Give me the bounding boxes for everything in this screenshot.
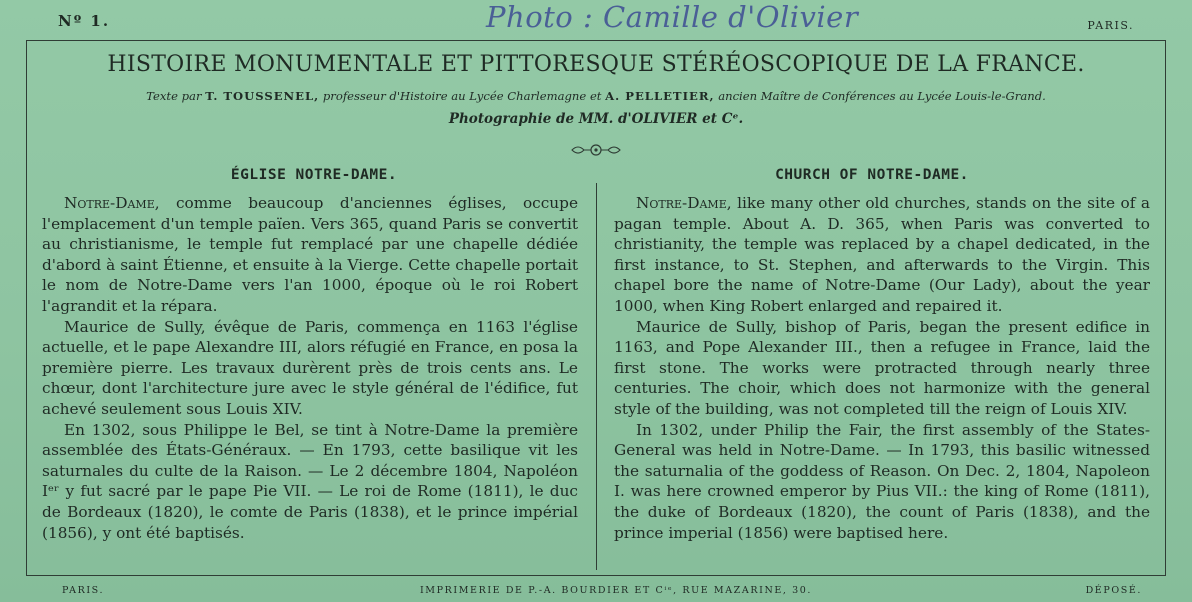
english-column [614, 167, 1150, 543]
author1-role: professeur d'Histoire au Lycée Charlemagne et [322, 89, 602, 103]
french-heading: ÉGLISE NOTRE-DAME. [230, 167, 398, 183]
place-label: PARIS. [1087, 19, 1134, 32]
english-paragraph-2: Maurice de Sully, bishop of Paris, began the present edifice in 1163, and Pope Alexander III., then a refugee in France, laid the first stone. The works were protracted through nearly three centuries. The choir, which does not harmonize with the general style of the building, was not completed till the reign of Louis XIV. [614, 317, 1150, 418]
footer-place: PARIS. [62, 585, 105, 596]
french-paragraph-1 [42, 193, 578, 317]
author-toussenel: T. TOUSSENEL, [205, 89, 320, 103]
credits-line [0, 89, 1192, 103]
french-lead: Notre-Dame [64, 194, 155, 212]
series-title: HISTOIRE MONUMENTALE ET PITTORESQUE STÉRÉOSCOPIQUE DE LA FRANCE. [107, 52, 1085, 77]
card-number: Nº 1. [58, 12, 111, 30]
column-divider [596, 183, 597, 570]
english-paragraph-1 [614, 193, 1150, 317]
french-paragraph-3: En 1302, sous Philippe le Bel, se tint à Notre-Dame la première assemblée des États-Généraux. — En 1793, cette basilique vit les saturnales du culte de la Raison. — Le 2 décembre 1804, Napoléon Iᵉʳ y fut sacré par le pape Pie VII. — Le roi de Rome (1811), le duc de Bordeaux (1820), le comte de Paris (1838), et le prince impérial (1856), y ont été baptisés. [42, 420, 578, 542]
ornament-icon [570, 140, 622, 160]
english-lead: Notre-Dame [636, 194, 727, 212]
english-heading: CHURCH OF NOTRE-DAME. [775, 167, 969, 183]
credits-prefix: Texte par [146, 89, 202, 103]
french-p1-text: , comme beaucoup d'anciennes églises, occupe l'emplacement d'un temple païen. Vers 365, quand Paris se convertit au christianisme, le temple fut remplacé par une chapelle dédiée d'abord à saint Étienne, et ensuite à la Vierge. Cette chapelle portait le nom de Notre-Dame vers l'an 1000, époque où le roi Robert l'agrandit et la répara. [42, 194, 578, 315]
handwritten-note: Photo : Camille d'Olivier [486, 0, 859, 34]
author2-role: ancien Maître de Conférences au Lycée Louis-le-Grand. [718, 89, 1046, 103]
author-pelletier: A. PELLETIER, [605, 89, 715, 103]
english-paragraph-3: In 1302, under Philip the Fair, the first assembly of the States-General was held in Notre-Dame. — In 1793, this basilic witnessed the saturnalia of the goddess of Reason. On Dec. 2, 1804, Napoleon I. was here crowned emperor by Pius VII.: the king of Rome (1811), the duke of Bordeaux (1820), the count of Paris (1838), and the prince imperial (1856) were baptised here. [614, 420, 1150, 542]
printer-imprint: IMPRIMERIE DE P.-A. BOURDIER ET Cⁱᵉ, RUE MAZARINE, 30. [419, 585, 813, 596]
english-p1-text: , like many other old churches, stands on the site of a pagan temple. About A. D. 365, when Paris was converted to christianity, the temple was replaced by a chapel dedicated, in the first instance, to St. Stephen, and afterwards to the Virgin. This chapel bore the name of Notre-Dame (Our Lady), about the year 1000, when King Robert enlarged and repaired it. [614, 194, 1150, 315]
deposit-mark: DÉPOSÉ. [1085, 585, 1142, 596]
french-column [42, 167, 578, 543]
french-paragraph-2: Maurice de Sully, évêque de Paris, commença en 1163 l'église actuelle, et le pape Alexandre III, alors réfugié en France, en posa la première pierre. Les travaux durèrent près de trois cents ans. Le chœur, dont l'architecture jure avec le style général de l'édifice, fut achevé seulement sous Louis XIV. [42, 317, 578, 418]
photography-credit: Photographie de MM. d'OLIVIER et Cᵉ. [448, 111, 744, 127]
